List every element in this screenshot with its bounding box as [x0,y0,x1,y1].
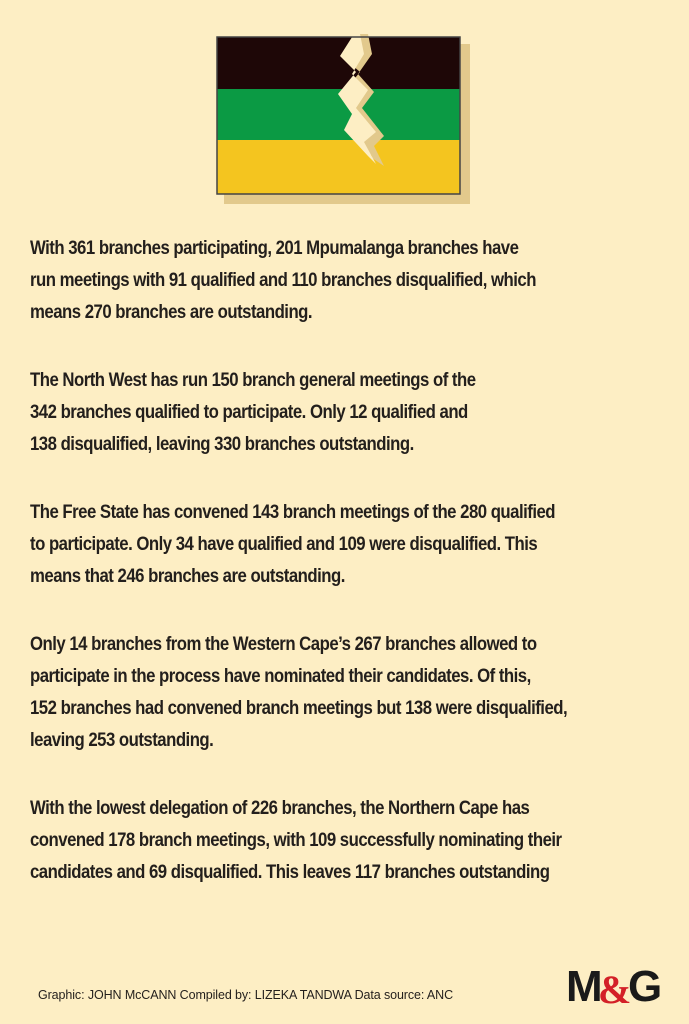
text-line: to participate. Only 34 have qualified and 109 were disqualified. This [30,533,538,555]
svg-text:M: M [566,962,600,1007]
svg-text:&: & [598,967,632,1007]
text-line: Only 14 branches from the Western Cape’s 267 branches allowed to [30,633,537,655]
text-line: means 270 branches are outstanding. [30,301,313,323]
text-line: With 361 branches participating, 201 Mpumalanga branches have [30,237,519,259]
paragraph-free-state [30,496,666,592]
text-line: 138 disqualified, leaving 330 branches outstanding. [30,433,414,455]
svg-text:G: G [628,962,663,1007]
credits-line: Graphic: JOHN McCANN Compiled by: LIZEKA TANDWA Data source: ANC [38,988,454,1002]
paragraph-western-cape [30,628,666,756]
text-line: participate in the process have nominated their candidates. Of this, [30,665,531,687]
mg-logo [566,961,670,1007]
text-line: 152 branches had convened branch meetings but 138 were disqualified, [30,697,568,719]
paragraph-mpumalanga [30,232,666,328]
text-line: candidates and 69 disqualified. This leaves 117 branches outstanding [30,861,550,883]
text-line: run meetings with 91 qualified and 110 branches disqualified, which [30,269,536,291]
text-line: means that 246 branches are outstanding. [30,565,345,587]
text-line: leaving 253 outstanding. [30,729,214,751]
text-line: 342 branches qualified to participate. Only 12 qualified and [30,401,468,423]
paragraph-northern-cape [30,792,666,888]
broken-flag-icon [214,34,472,206]
article-text [30,232,670,924]
text-line: convened 178 branch meetings, with 109 successfully nominating their [30,829,562,851]
text-line: With the lowest delegation of 226 branches, the Northern Cape has [30,797,530,819]
text-line: The Free State has convened 143 branch meetings of the 280 qualified [30,501,556,523]
text-line: The North West has run 150 branch general meetings of the [30,369,476,391]
paragraph-north-west [30,364,666,460]
